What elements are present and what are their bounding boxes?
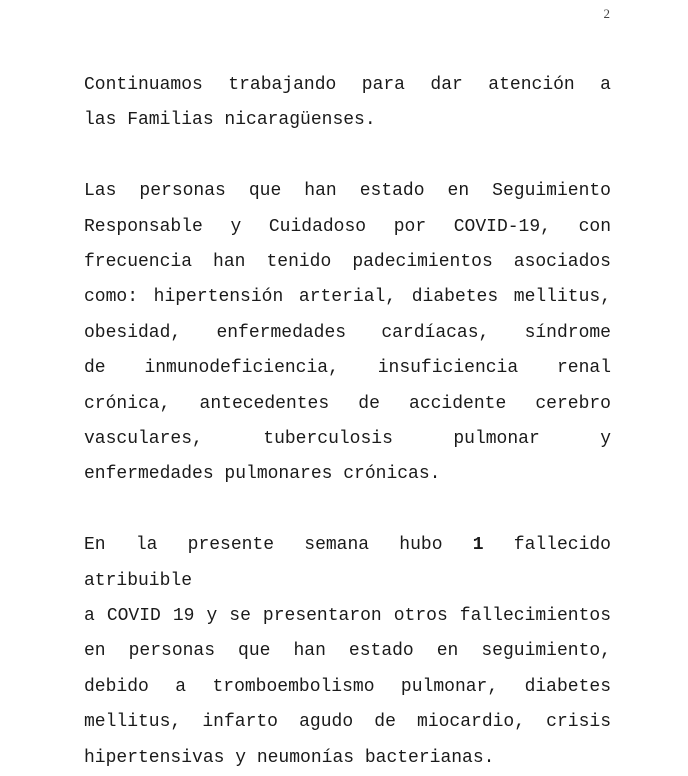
text-line: Responsable y Cuidadoso por COVID-19, con (84, 216, 611, 237)
text-line: a COVID 19 y se presentaron otros fallecimientos (84, 606, 611, 627)
text-line: Las personas que han estado en Seguimiento (84, 181, 611, 202)
text-line: debido a tromboembolismo pulmonar, diabetes (84, 676, 611, 697)
text-segment: En la presente semana hubo (84, 535, 473, 556)
text-line: en personas que han estado en seguimiento, (84, 641, 611, 662)
text-line: hipertensivas y neumonías bacterianas. (84, 747, 495, 768)
document-body (84, 68, 611, 776)
text-line-with-bold (84, 528, 611, 599)
text-line: como: hipertensión arterial, diabetes mellitus, (84, 287, 611, 308)
death-count: 1 (472, 535, 484, 556)
text-line: Continuamos trabajando para dar atención a (84, 75, 611, 95)
text-line: obesidad, enfermedades cardíacas, síndrome (84, 322, 611, 343)
text-line: frecuencia han tenido padecimientos asociados (84, 252, 611, 273)
text-line: mellitus, infarto agudo de miocardio, crisis (84, 712, 611, 733)
paragraph-deaths (84, 528, 611, 776)
paragraph-intro (84, 68, 611, 139)
text-line: vasculares, tuberculosis pulmonar y (84, 429, 611, 450)
paragraph-comorbidities (84, 174, 611, 493)
text-line: de inmunodeficiencia, insuficiencia renal (84, 358, 611, 379)
page-number: 2 (603, 6, 610, 21)
text-line: las Familias nicaragüenses. (84, 110, 376, 131)
text-segment: fallecido atribuible (84, 535, 611, 591)
text-line: crónica, antecedentes de accidente cerebro (84, 393, 611, 414)
text-line: enfermedades pulmonares crónicas. (84, 464, 441, 485)
